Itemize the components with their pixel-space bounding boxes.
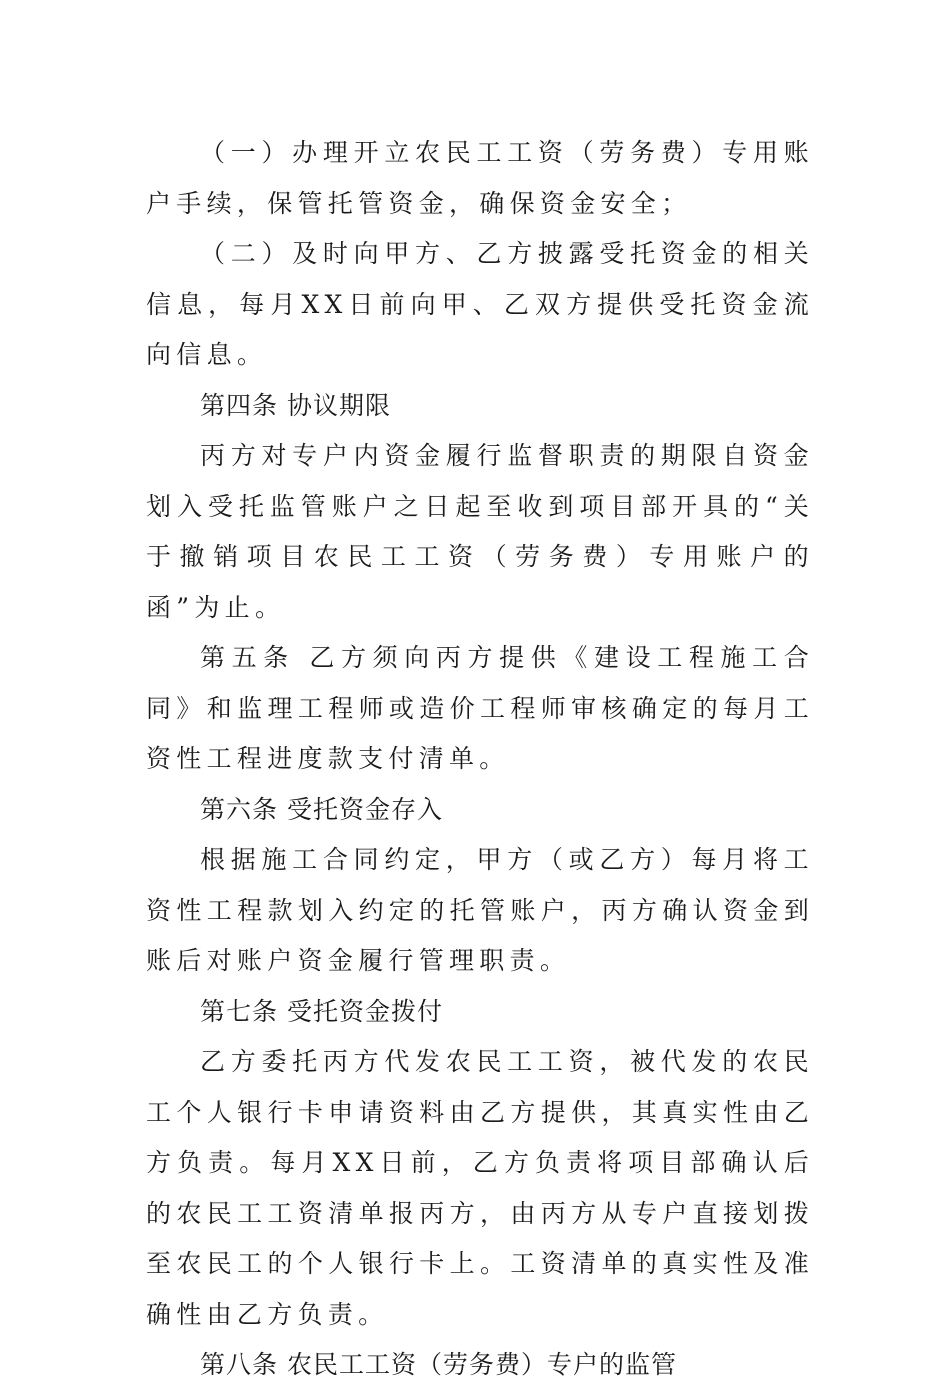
article-4-heading: 第四条 协议期限 bbox=[200, 390, 391, 420]
document-body bbox=[146, 128, 814, 1391]
paragraph-item-1: （一）办理开立农民工工资（劳务费）专用账户手续，保管托管资金，确保资金安全； bbox=[146, 138, 814, 218]
article-4-body: 丙方对专户内资金履行监督职责的期限自资金划入受托监管账户之日起至收到项目部开具的“关于撤销项目农民工工资（劳务费）专用账户的函”为止。 bbox=[146, 441, 814, 622]
article-6-body: 根据施工合同约定，甲方（或乙方）每月将工资性工程款划入约定的托管账户，丙方确认资金到账后对账户资金履行管理职责。 bbox=[146, 845, 814, 975]
article-7-body: 乙方委托丙方代发农民工工资，被代发的农民工个人银行卡申请资料由乙方提供，其真实性由乙方负责。每月XX日前，乙方负责将项目部确认后的农民工工资清单报丙方，由丙方从专户直接划拨至农民工的个人银行卡上。工资清单的真实性及准确性由乙方负责。 bbox=[146, 1047, 814, 1329]
article-5-paragraph: 第五条 乙方须向丙方提供《建设工程施工合同》和监理工程师或造价工程师审核确定的每月工资性工程进度款支付清单。 bbox=[146, 643, 814, 773]
paragraph-item-2: （二）及时向甲方、乙方披露受托资金的相关信息，每月XX日前向甲、乙双方提供受托资金流向信息。 bbox=[146, 239, 814, 369]
article-6-heading: 第六条 受托资金存入 bbox=[200, 794, 443, 824]
article-8-heading: 第八条 农民工工资（劳务费）专户的监管 bbox=[200, 1350, 677, 1379]
article-7-heading: 第七条 受托资金拨付 bbox=[200, 996, 443, 1026]
